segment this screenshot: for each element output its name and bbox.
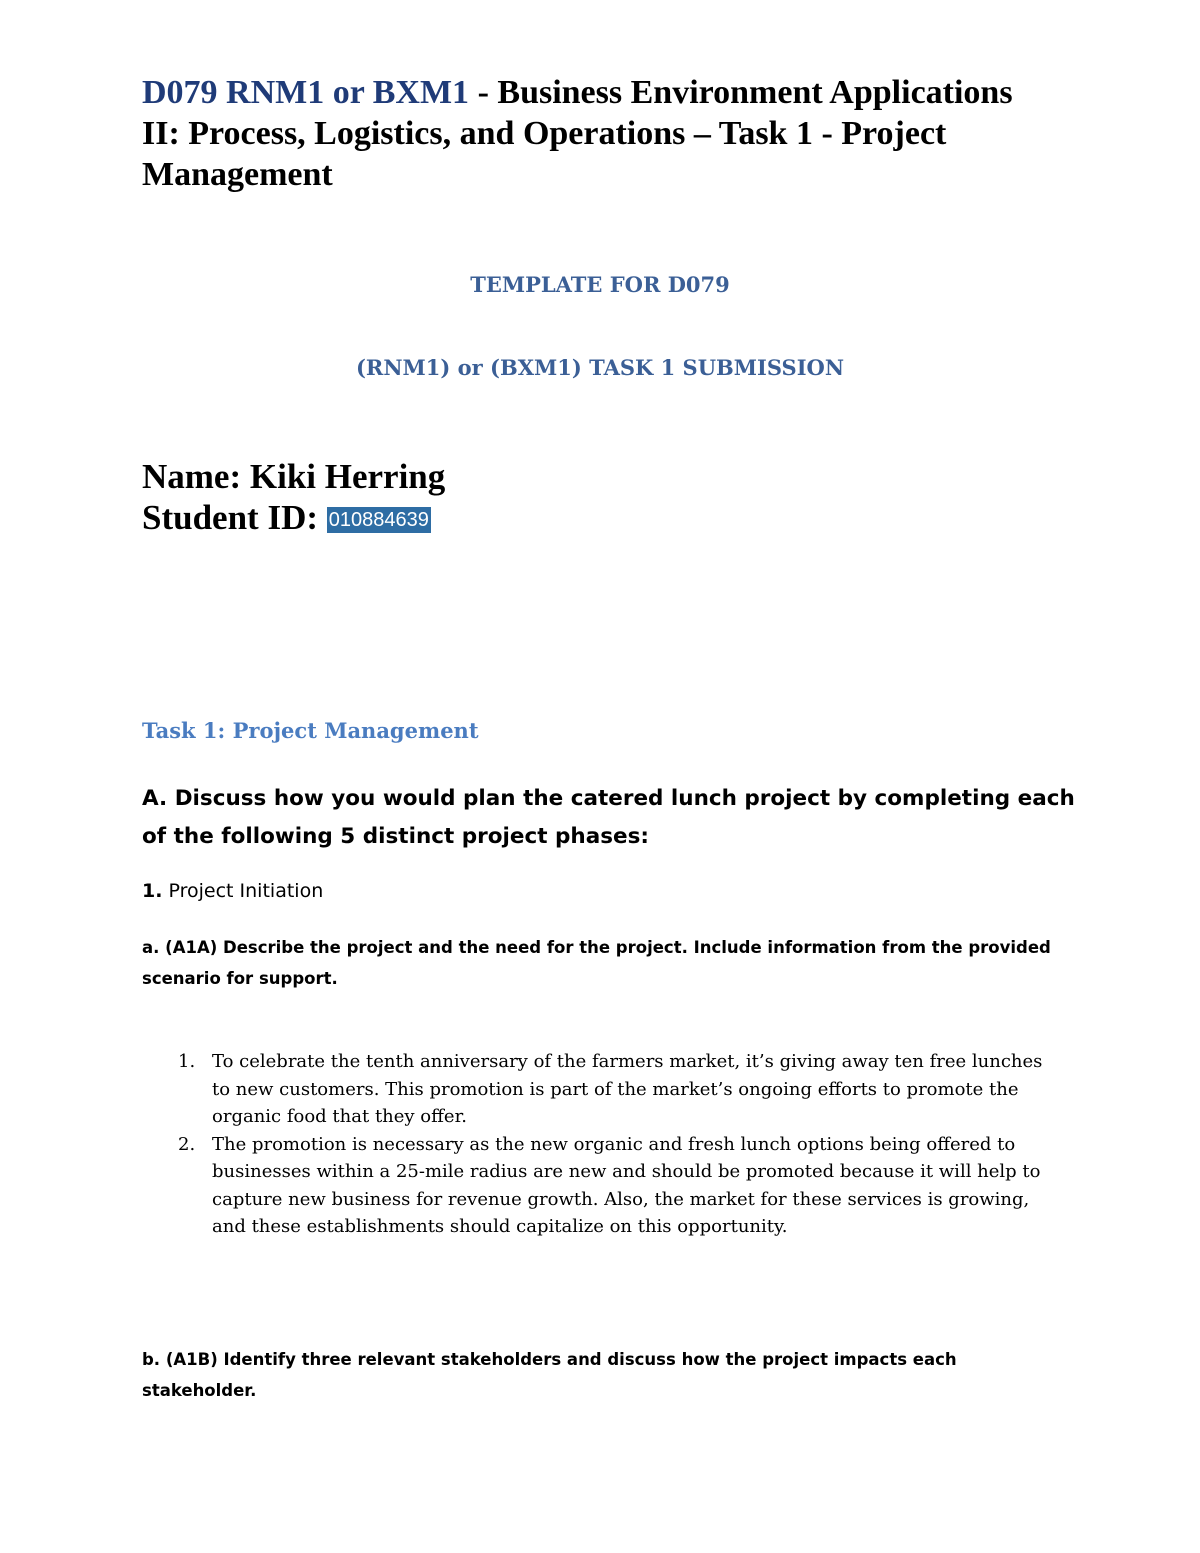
- student-id-value[interactable]: 010884639: [328, 509, 429, 531]
- phase-heading: [142, 880, 323, 902]
- template-subtitle: (RNM1) or (BXM1) TASK 1 SUBMISSION: [355, 355, 845, 380]
- course-title: [142, 72, 1042, 195]
- subquestion-a1b: b. (A1B) Identify three relevant stakeholders and discuss how the project impacts each stakeholder.: [142, 1350, 957, 1400]
- student-id-label: Student ID:: [142, 498, 319, 537]
- course-code: D079 RNM1 or BXM1: [142, 74, 470, 111]
- list-item: [178, 1048, 1058, 1131]
- question-a: A. Discuss how you would plan the catered lunch project by completing each of the following 5 distinct project phases:: [142, 786, 1075, 849]
- list-marker: 2.: [178, 1133, 196, 1155]
- list-marker: 1.: [178, 1051, 196, 1072]
- student-info: [142, 456, 445, 538]
- phase-label: Project Initiation: [162, 880, 324, 902]
- subquestion-a1a: a. (A1A) Describe the project and the need for the project. Include information from the provided scenario for support.: [142, 938, 1051, 988]
- list-item: [178, 1131, 1058, 1241]
- phase-number: 1.: [142, 880, 163, 902]
- list-item-text: The promotion is necessary as the new organic and fresh lunch options being offered to businesses within a 25-mile radius are new and should be promoted because it will help to capture new business for revenue growth. Also, the market for these services is growing, and these establishments should capitalize on this opportunity.: [212, 1133, 1041, 1237]
- student-name: Name: Kiki Herring: [142, 457, 446, 496]
- student-id-line: [142, 497, 445, 538]
- answer-list: [178, 1048, 1058, 1241]
- task-heading: Task 1: Project Management: [142, 718, 479, 743]
- course-title-rest: - Business Environment Applications II: Process, Logistics, and Operations – Task 1 - Project Management: [142, 74, 1013, 193]
- template-title: TEMPLATE FOR D079: [470, 272, 730, 297]
- list-item-text: To celebrate the tenth anniversary of the farmers market, it’s giving away ten free lunches to new customers. This promotion is part of the market’s ongoing efforts to promote the organic food that they offer.: [212, 1051, 1043, 1127]
